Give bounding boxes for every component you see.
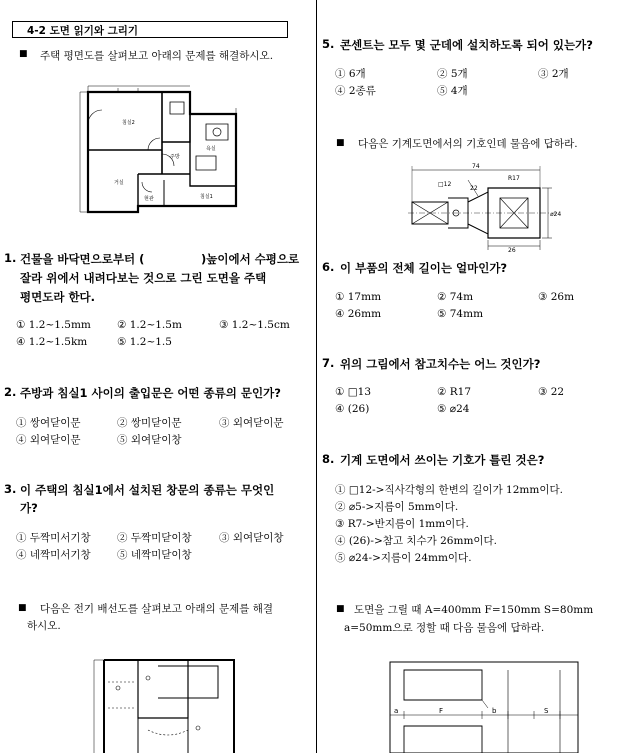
q6-option-2[interactable]: ② 74m: [437, 291, 474, 303]
bullet-icon: ■: [336, 138, 345, 148]
q8-option-5[interactable]: ⑤ ⌀24->지름이 24mm이다.: [335, 552, 472, 564]
svg-text:침실2: 침실2: [122, 120, 135, 126]
q3-line1: 이 주택의 침실1에서 설치된 창문의 종류는 무엇인: [20, 483, 275, 497]
q3-option-5[interactable]: ⑤ 네짝미닫이창: [117, 549, 192, 561]
q7-option-2[interactable]: ② R17: [437, 386, 472, 398]
frame-label-a: a: [394, 707, 399, 715]
q3-number: 3.: [4, 482, 17, 496]
svg-text:□12: □12: [438, 181, 452, 188]
instruction-frame-line2: a=50mm으로 정할 때 다음 물음에 답하라.: [344, 622, 545, 634]
q6-number: 6.: [322, 260, 335, 274]
svg-text:⌀24: ⌀24: [550, 211, 562, 218]
q1-number: 1.: [4, 251, 17, 265]
q3-option-2[interactable]: ② 두짝미닫이창: [117, 532, 192, 544]
q1-line2: 잘라 위에서 내려다보는 것으로 그린 도면을 주택: [20, 271, 267, 285]
q7-option-1[interactable]: ① □13: [335, 386, 372, 398]
frame-label-s: S: [544, 707, 549, 715]
svg-text:욕실: 욕실: [206, 146, 216, 152]
drawing-frame-diagram: [384, 660, 580, 753]
q5-option-5[interactable]: ⑤ 4개: [437, 85, 468, 97]
svg-text:R17: R17: [508, 175, 520, 182]
section-title: 4-2 도면 읽기와 그리기: [12, 21, 288, 38]
q8-option-3[interactable]: ③ R7->반지름이 1mm이다.: [335, 518, 469, 530]
q1-blank: [183, 251, 201, 265]
mechanical-part-drawing: [408, 160, 568, 252]
q8-option-4[interactable]: ④ (26)->참고 치수가 26mm이다.: [335, 535, 498, 547]
q6-text: 이 부품의 전체 길이는 얼마인가?: [340, 261, 508, 275]
q5-option-2[interactable]: ② 5개: [437, 68, 468, 80]
frame-label-f: F: [439, 707, 444, 715]
q1-option-3[interactable]: ③ 1.2~1.5cm: [219, 319, 290, 331]
q3-line2: 가?: [20, 501, 38, 515]
q1-option-2[interactable]: ② 1.2~1.5m: [117, 319, 182, 331]
q5-option-1[interactable]: ① 6개: [335, 68, 366, 80]
q7-text: 위의 그림에서 참고치수는 어느 것인가?: [340, 357, 541, 371]
column-divider: [316, 0, 317, 753]
q8-number: 8.: [322, 452, 335, 466]
instruction-floorplan: 주택 평면도를 살펴보고 아래의 문제를 해결하시오.: [40, 50, 274, 62]
q7-option-3[interactable]: ③ 22: [538, 386, 565, 398]
q2-option-1[interactable]: ① 쌍여닫이문: [16, 417, 81, 429]
q8-text: 기계 도면에서 쓰이는 기호가 틀린 것은?: [340, 453, 545, 467]
bullet-icon: ■: [336, 604, 345, 614]
q3-option-1[interactable]: ① 두짝미서기창: [16, 532, 91, 544]
house-floor-plan: [78, 84, 244, 216]
q5-option-3[interactable]: ③ 2개: [538, 68, 569, 80]
q2-text: 주방과 침실1 사이의 출입문은 어떤 종류의 문인가?: [20, 386, 281, 400]
wiring-plan: [78, 648, 244, 753]
svg-text:22: 22: [470, 185, 478, 192]
q7-option-5[interactable]: ⑤ ⌀24: [437, 403, 470, 415]
q2-option-2[interactable]: ② 쌍미닫이문: [117, 417, 182, 429]
q8-option-2[interactable]: ② ⌀5->지름이 5mm이다.: [335, 501, 459, 513]
q7-option-4[interactable]: ④ (26): [335, 403, 370, 415]
q5-option-4[interactable]: ④ 2종류: [335, 85, 376, 97]
q2-option-4[interactable]: ④ 외여닫이문: [16, 434, 81, 446]
q2-option-5[interactable]: ⑤ 외여닫이창: [117, 434, 182, 446]
q2-number: 2.: [4, 385, 17, 399]
q2-option-3[interactable]: ③ 외여닫이문: [219, 417, 284, 429]
q1-line3: 평면도라 한다.: [20, 290, 96, 304]
q1-option-5[interactable]: ⑤ 1.2~1.5: [117, 336, 172, 348]
svg-text:주방: 주방: [170, 154, 180, 160]
frame-label-b: b: [492, 707, 497, 715]
svg-text:26: 26: [508, 247, 516, 254]
q7-number: 7.: [322, 356, 335, 370]
instruction-wiring-line2: 하시오.: [27, 620, 61, 632]
q6-option-4[interactable]: ④ 26mm: [335, 308, 382, 320]
q5-text: 콘센트는 모두 몇 군데에 설치하도록 되어 있는가?: [340, 38, 593, 52]
instruction-frame-line1: 도면을 그릴 때 A=400mm F=150mm S=80mm: [354, 604, 594, 616]
q3-option-3[interactable]: ③ 외여닫이창: [219, 532, 284, 544]
svg-text:현관: 현관: [144, 196, 154, 202]
q3-option-4[interactable]: ④ 네짝미서기창: [16, 549, 91, 561]
q1-line1: 건물을 바닥면으로부터 (: [20, 252, 145, 266]
svg-text:거실: 거실: [114, 180, 124, 186]
instruction-mechanical: 다음은 기계도면에서의 기호인데 물음에 답하라.: [358, 138, 578, 150]
bullet-icon: ■: [18, 603, 27, 613]
instruction-wiring-line1: 다음은 전기 배선도를 살펴보고 아래의 문제를 해결: [40, 603, 274, 615]
bullet-icon: ■: [19, 49, 28, 59]
q1-line1-rest: )높이에서 수평으로: [201, 252, 300, 266]
q6-option-5[interactable]: ⑤ 74mm: [437, 308, 484, 320]
q1-option-4[interactable]: ④ 1.2~1.5km: [16, 336, 88, 348]
q8-option-1[interactable]: ① □12->직사각형의 한변의 길이가 12mm이다.: [335, 484, 563, 496]
q1-option-1[interactable]: ① 1.2~1.5mm: [16, 319, 91, 331]
q6-option-1[interactable]: ① 17mm: [335, 291, 382, 303]
svg-text:침실1: 침실1: [200, 194, 213, 200]
svg-text:74: 74: [472, 163, 480, 170]
q5-number: 5.: [322, 37, 335, 51]
q6-option-3[interactable]: ③ 26m: [538, 291, 575, 303]
